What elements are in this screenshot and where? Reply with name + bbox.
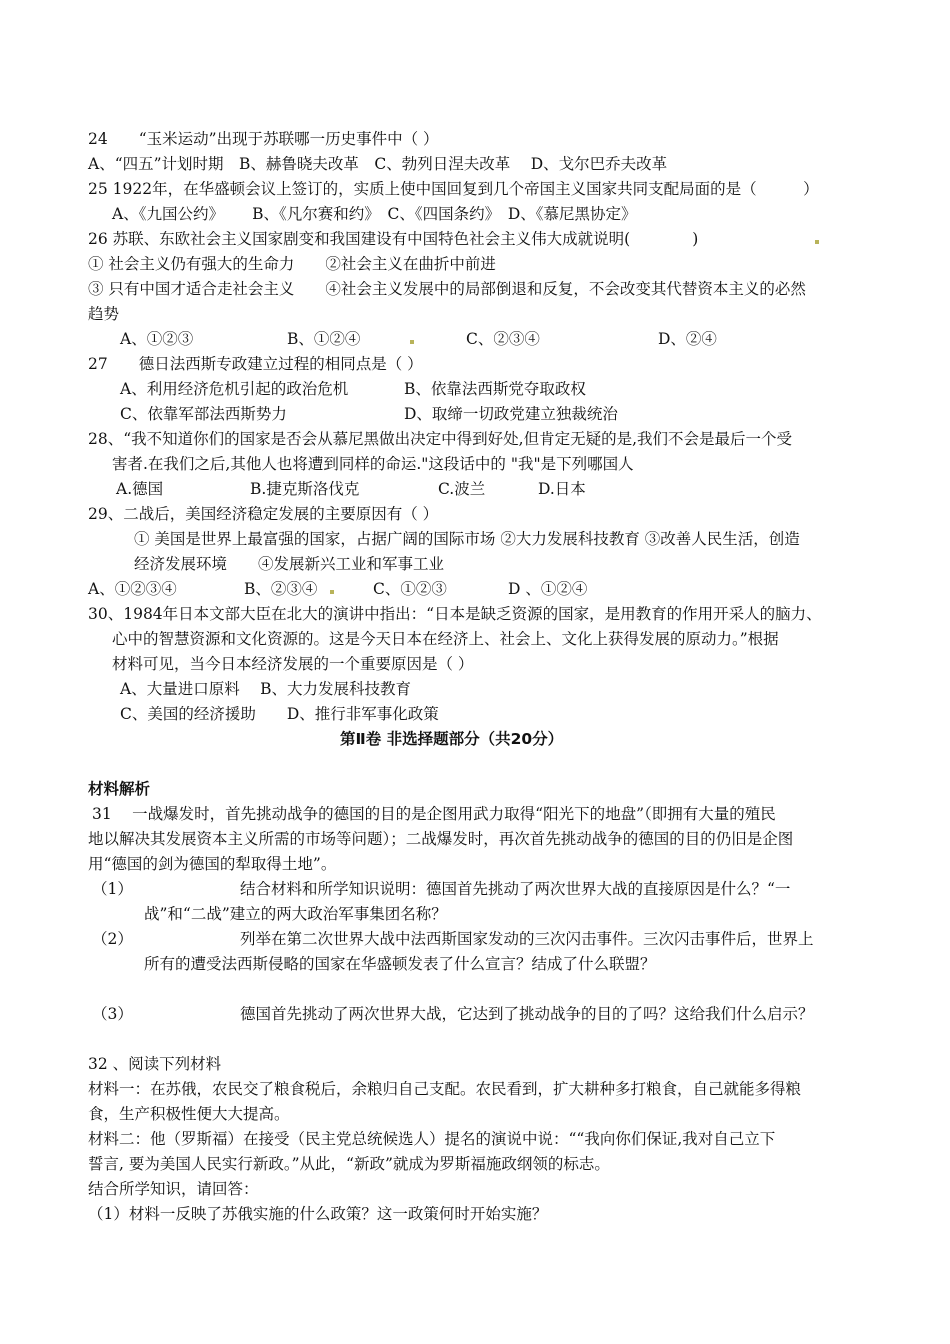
question-31-part-1: 结合材料和所学知识说明：德国首先挑动了两次世界大战的直接原因是什么？“一 (240, 880, 791, 898)
question-29: 29、二战后，美国经济稳定发展的主要原因有（ ） (88, 505, 439, 523)
question-31: 31 一战爆发时，首先挑动战争的德国的目的是企图用武力取得“阳光下的地盘”（即拥有大量的殖民 (92, 805, 776, 823)
question-31-part-2-cont: 所有的遭受法西斯侵略的国家在华盛顿发表了什么宣言？结成了什么联盟？ (144, 955, 656, 973)
question-32-part-1: （1）材料一反映了苏俄实施的什么政策？这一政策何时开始实施？ (88, 1205, 548, 1223)
question-29-option-c: C、①②③ (373, 580, 447, 598)
question-32: 32 、阅读下列材料 (88, 1055, 222, 1073)
material-1: 材料一：在苏俄，农民交了粮食税后，余粮归自己支配。农民看到，扩大耕种多打粮食，自己就能多得粮 (88, 1080, 802, 1098)
question-26-statement-1: ① 社会主义仍有强大的生命力 ②社会主义在曲折中前进 (88, 255, 496, 273)
question-25-options: A、《九国公约》 B、《凡尔赛和约》 C、《四国条约》 D、《慕尼黑协定》 (112, 205, 637, 223)
speck (815, 240, 819, 244)
question-28: 28、“我不知道你们的国家是否会从慕尼黑做出决定中得到好处,但肯定无疑的是,我们不会是最后一个受 (88, 430, 793, 448)
question-28-option-c: C.波兰 (438, 480, 486, 498)
question-28-cont: 害者.在我们之后,其他人也将遭到同样的命运."这段话中的 "我"是下列哪国人 (112, 455, 634, 473)
question-26-option-b: B、①②④ (287, 330, 361, 348)
question-25: 25 1922年，在华盛顿会议上签订的，实质上使中国回复到几个帝国主义国家共同支配局面的是（ ） (88, 180, 819, 198)
question-26-option-a: A、①②③ (120, 330, 194, 348)
material-2: 材料二：他（罗斯福）在接受（民主党总统候选人）提名的演说中说：““我向你们保证,我对自己立下 (88, 1130, 776, 1148)
material-analysis-heading: 材料解析 (88, 780, 151, 798)
question-30-options-ab: A、大量进口原料 B、大力发展科技教育 (120, 680, 412, 698)
question-31-cont-2: 用“德国的剑为德国的犁取得土地”。 (88, 855, 337, 873)
question-30: 30、1984年日本文部大臣在北大的演讲中指出：“日本是缺乏资源的国家，是用教育的作用开采人的脑力、 (88, 605, 822, 623)
question-29-option-d: D 、①②④ (508, 580, 588, 598)
question-30-cont-2: 材料可见，当今日本经济发展的一个重要原因是（ ） (112, 655, 474, 673)
speck (410, 340, 414, 344)
question-30-options-cd: C、美国的经济援助 D、推行非军事化政策 (120, 705, 439, 723)
question-26: 26 苏联、东欧社会主义国家剧变和我国建设有中国特色社会主义伟大成就说明( ) (88, 230, 699, 248)
question-27: 27 德日法西斯专政建立过程的相同点是（ ） (88, 355, 423, 373)
question-26-statement-2: ③ 只有中国才适合走社会主义 ④社会主义发展中的局部倒退和反复，不会改变其代替资本主义的必然 (88, 280, 806, 298)
section-heading: 第Ⅱ卷 非选择题部分（共20分） (340, 730, 564, 748)
question-27-option-c: C、依靠军部法西斯势力 (120, 405, 287, 423)
question-27-option-a: A、利用经济危机引起的政治危机 (120, 380, 349, 398)
question-28-option-d: D.日本 (538, 480, 586, 498)
question-27-option-d: D、取缔一切政党建立独裁统治 (404, 405, 618, 423)
question-31-part-1-cont: 战”和“二战”建立的两大政治军事集团名称？ (144, 905, 447, 923)
material-2-cont: 誓言, 要为美国人民实行新政。”从此，“新政”就成为罗斯福施政纲领的标志。 (88, 1155, 610, 1173)
question-32-prompt: 结合所学知识，请回答： (88, 1180, 259, 1198)
question-24-options: A、“四五”计划时期 B、赫鲁晓夫改革 C、勃列日涅夫改革 D、戈尔巴乔夫改革 (88, 155, 668, 173)
question-30-cont-1: 心中的智慧资源和文化资源的。这是今天日本在经济上、社会上、文化上获得发展的原动力。”根据 (112, 630, 779, 648)
question-29-statements: ① 美国是世界上最富强的国家，占据广阔的国际市场 ②大力发展科技教育 ③改善人民生活，创造 (134, 530, 800, 548)
question-29-option-b: B、②③④ (244, 580, 318, 598)
question-27-option-b: B、依靠法西斯党夺取政权 (404, 380, 586, 398)
speck (330, 590, 334, 594)
question-29-statements-cont: 经济发展环境 ④发展新兴工业和军事工业 (134, 555, 445, 573)
question-26-statement-cont: 趋势 (88, 305, 120, 323)
question-29-option-a: A、①②③④ (88, 580, 177, 598)
question-31-part-1-number: （1） (92, 880, 133, 898)
question-26-option-c: C、②③④ (466, 330, 540, 348)
question-28-option-b: B.捷克斯洛伐克 (250, 480, 360, 498)
question-31-part-2: 列举在第二次世界大战中法西斯国家发动的三次闪击事件。三次闪击事件后，世界上 (240, 930, 814, 948)
question-24: 24 “玉米运动”出现于苏联哪一历史事件中（ ） (88, 130, 439, 148)
question-31-part-3-number: （3） (92, 1005, 133, 1023)
question-31-part-3: 德国首先挑动了两次世界大战，它达到了挑动战争的目的了吗？这给我们什么启示？ (240, 1005, 814, 1023)
question-28-option-a: A.德国 (116, 480, 164, 498)
question-31-cont-1: 地以解决其发展资本主义所需的市场等问题）；二战爆发时，再次首先挑动战争的德国的目的仍旧是企图 (88, 830, 794, 848)
question-26-option-d: D、②④ (658, 330, 717, 348)
material-1-cont: 食，生产积极性便大大提高。 (88, 1105, 290, 1123)
question-31-part-2-number: （2） (92, 930, 133, 948)
